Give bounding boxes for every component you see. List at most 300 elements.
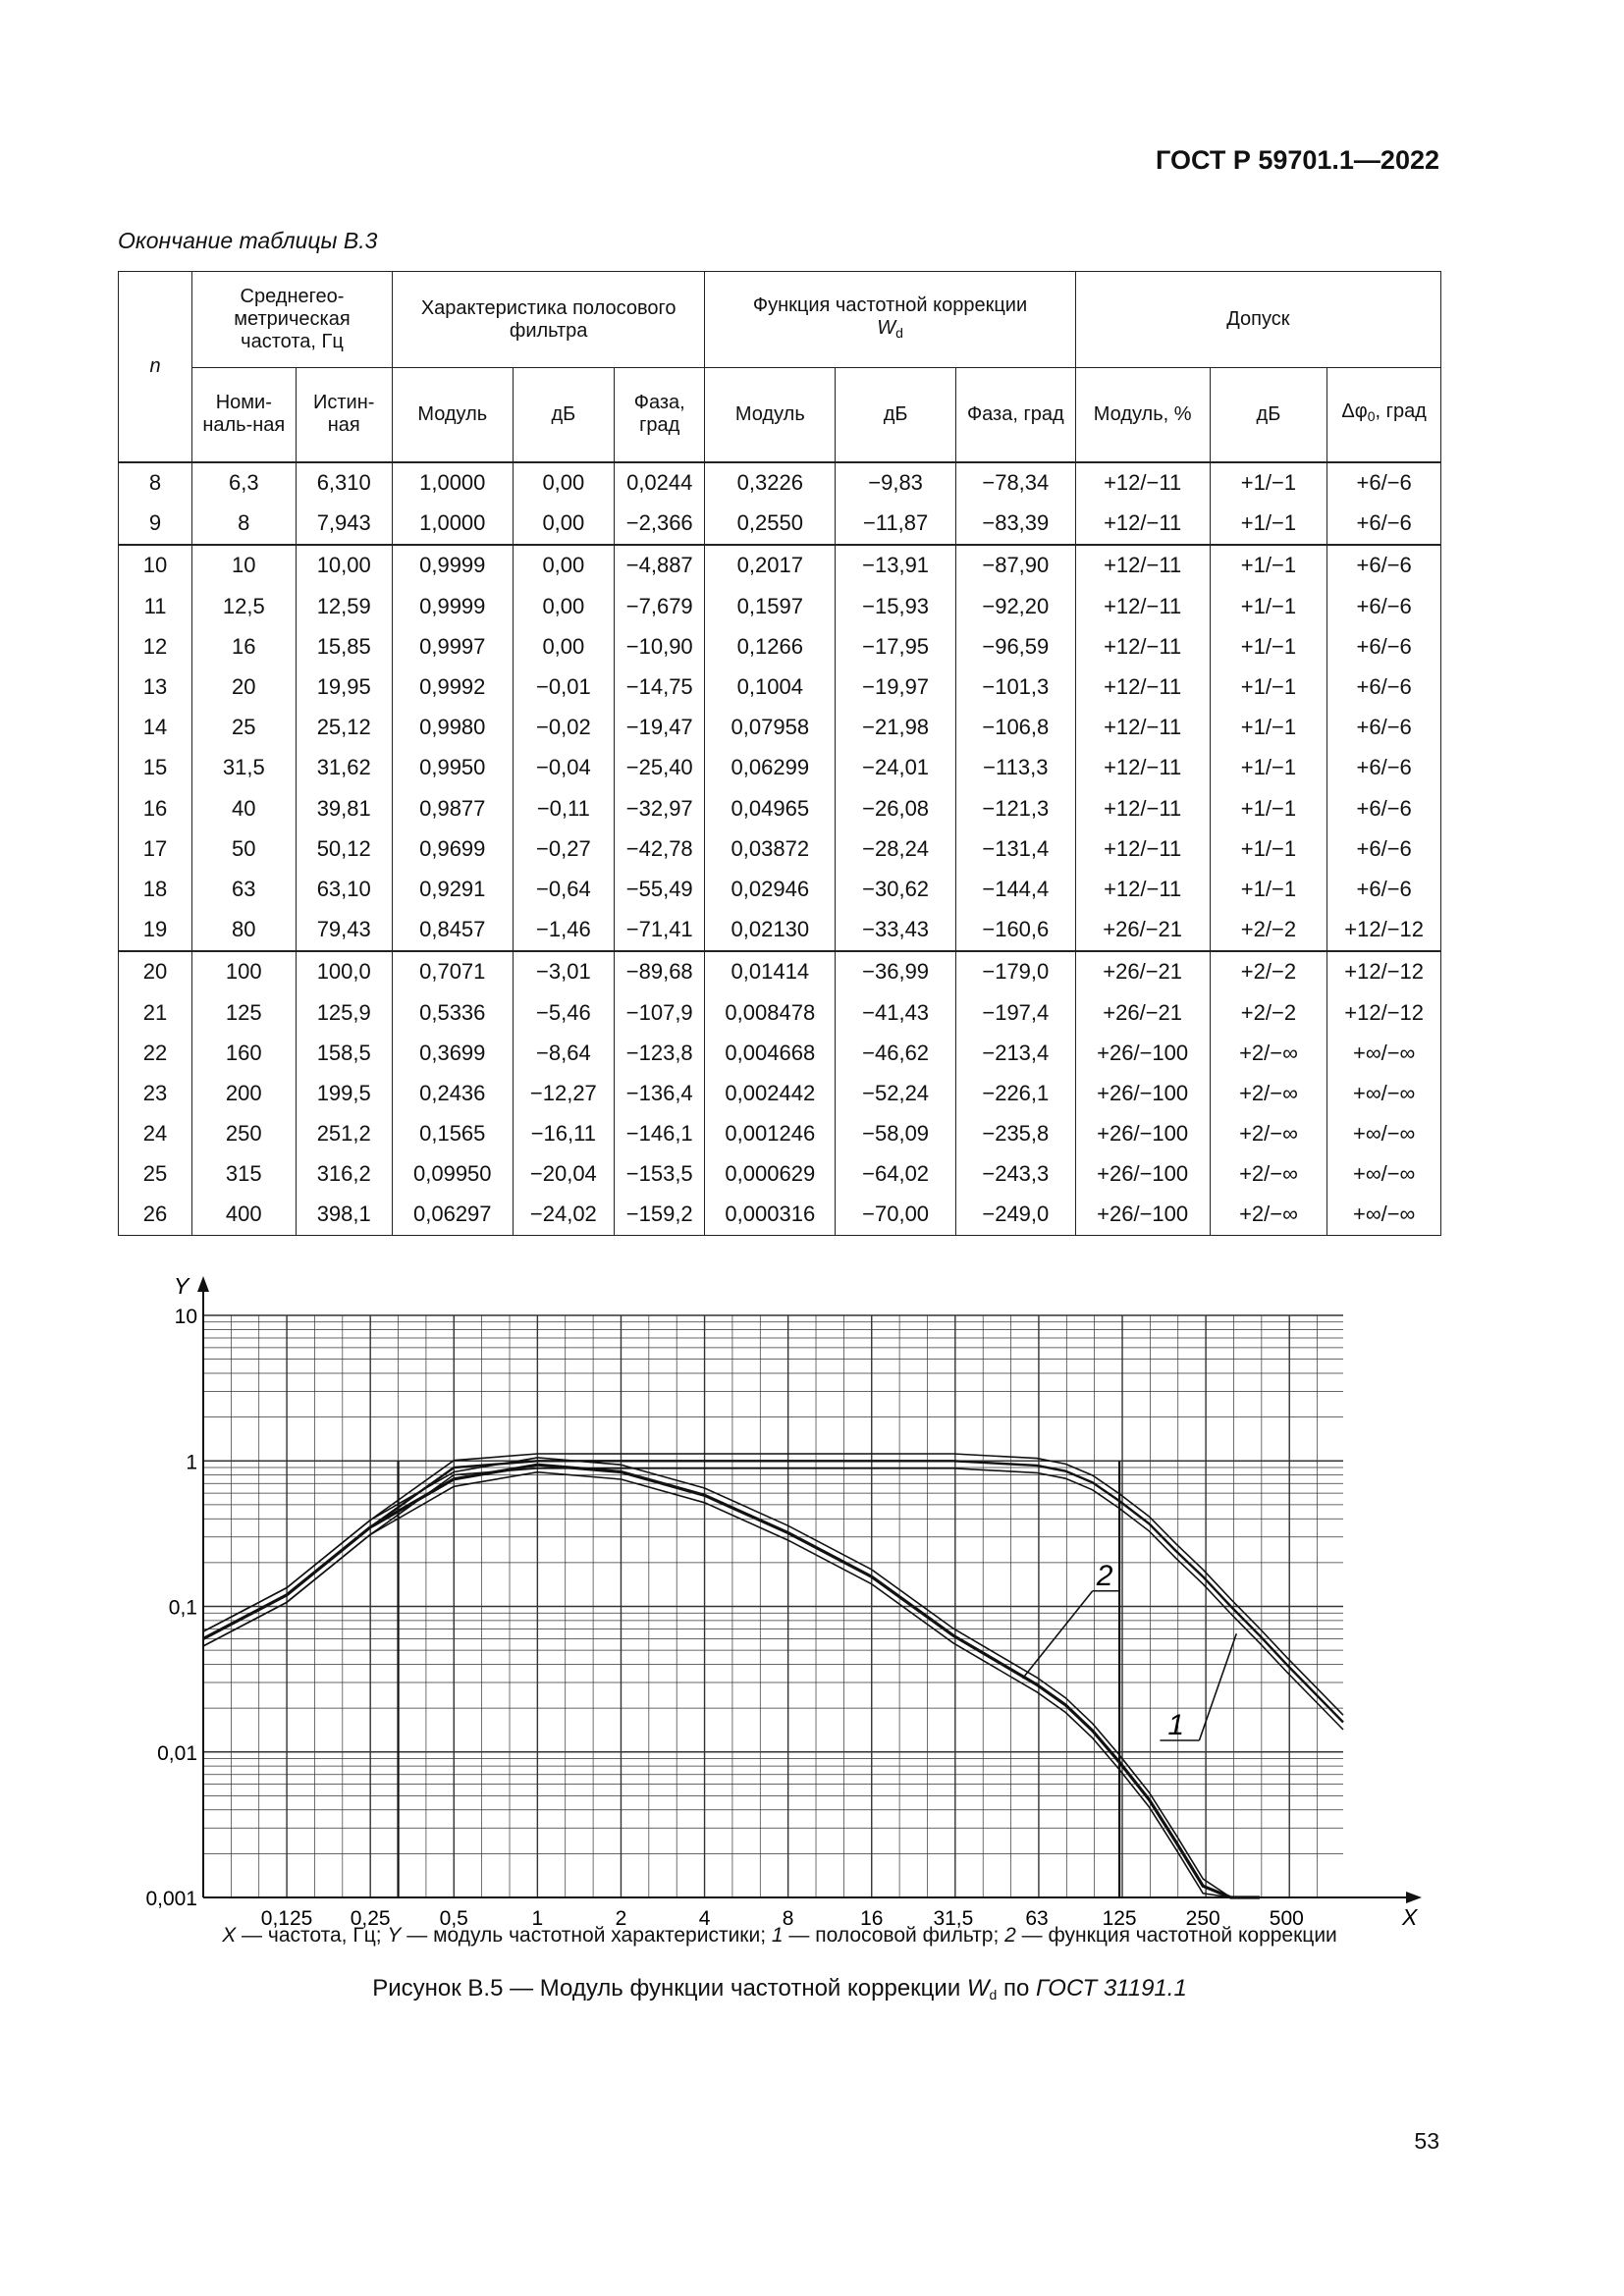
table-cell: 31,5 [192, 748, 296, 788]
header-bp-db: дБ [513, 368, 614, 462]
table-cell: −213,4 [955, 1033, 1075, 1073]
table-cell: +12/−11 [1075, 828, 1210, 869]
table-row [119, 586, 1441, 626]
table-cell: 0,2436 [392, 1073, 513, 1113]
table-cell: 0,00 [513, 545, 614, 586]
legend-y: Y [387, 1924, 402, 1947]
table-cell: −160,6 [955, 910, 1075, 951]
table-cell: 20 [192, 667, 296, 707]
table-cell: +2/−∞ [1210, 1154, 1327, 1195]
table-cell: 0,9992 [392, 667, 513, 707]
table-cell: 398,1 [296, 1195, 392, 1236]
table-cell: +26/−100 [1075, 1073, 1210, 1113]
table-cell: 250 [192, 1114, 296, 1154]
table-cell: 0,02130 [705, 910, 836, 951]
table-cell: +26/−100 [1075, 1195, 1210, 1236]
x-tick-label: 0,125 [260, 1907, 313, 1930]
table-cell: 15 [119, 748, 192, 788]
table-cell: −92,20 [955, 586, 1075, 626]
series-1-line [203, 1461, 1343, 1722]
table-row [119, 504, 1441, 545]
table-cell: −89,68 [615, 951, 705, 992]
table-row [119, 1114, 1441, 1154]
table-cell: 12,5 [192, 586, 296, 626]
table-cell: −96,59 [955, 626, 1075, 667]
table-cell: +6/−6 [1327, 667, 1441, 707]
series-1 [203, 1454, 1343, 1730]
x-tick-label: 2 [615, 1907, 627, 1930]
header-bandpass: Характеристика полосового фильтра [392, 272, 704, 368]
table-cell: +∞/−∞ [1327, 1154, 1441, 1195]
table-cell: +1/−1 [1210, 462, 1327, 504]
table-cell: 160 [192, 1033, 296, 1073]
figure-caption-subscript: d [989, 1987, 998, 2002]
table-cell: +26/−21 [1075, 951, 1210, 992]
table-cell: −0,64 [513, 869, 614, 909]
table-cell: +1/−1 [1210, 626, 1327, 667]
table-cell: −0,01 [513, 667, 614, 707]
x-axis-label: X [1402, 1904, 1418, 1930]
table-cell: −4,887 [615, 545, 705, 586]
table-cell: −235,8 [955, 1114, 1075, 1154]
header-frequency: Среднегео-метрическая частота, Гц [192, 272, 393, 368]
table-cell: −9,83 [836, 462, 956, 504]
table-cell: 0,002442 [705, 1073, 836, 1113]
page-number: 53 [1414, 2128, 1439, 2154]
table-cell: −249,0 [955, 1195, 1075, 1236]
table-cell: 0,1004 [705, 667, 836, 707]
callout-2-label: 2 [1096, 1559, 1113, 1592]
table-cell: 19,95 [296, 667, 392, 707]
x-tick-label: 0,5 [439, 1907, 468, 1930]
table-cell: +26/−100 [1075, 1154, 1210, 1195]
table-cell: 18 [119, 869, 192, 909]
table-cell: 0,3699 [392, 1033, 513, 1073]
table-cell: −101,3 [955, 667, 1075, 707]
callout-2-leader [1023, 1591, 1093, 1679]
table-cell: −131,4 [955, 828, 1075, 869]
table-cell: 25,12 [296, 708, 392, 748]
table-cell: +6/−6 [1327, 626, 1441, 667]
table-cell: 15,85 [296, 626, 392, 667]
table-cell: −20,04 [513, 1154, 614, 1195]
table-cell: 0,09950 [392, 1154, 513, 1195]
table-cell: −0,04 [513, 748, 614, 788]
table-cell: −107,9 [615, 992, 705, 1033]
table-cell: +2/−2 [1210, 992, 1327, 1033]
table-cell: 23 [119, 1073, 192, 1113]
table-cell: +12/−12 [1327, 910, 1441, 951]
table-cell: +6/−6 [1327, 748, 1441, 788]
table-cell: −8,64 [513, 1033, 614, 1073]
table-row [119, 1033, 1441, 1073]
legend-y-text: — модуль частотной характеристики; [401, 1924, 772, 1947]
table-cell: −13,91 [836, 545, 956, 586]
table-cell: −26,08 [836, 788, 956, 828]
x-tick-label: 16 [860, 1907, 884, 1930]
table-cell: 14 [119, 708, 192, 748]
table-cell: 0,5336 [392, 992, 513, 1033]
table-row [119, 951, 1441, 992]
table-cell: −33,43 [836, 910, 956, 951]
table-cell: +2/−2 [1210, 951, 1327, 992]
table-cell: +12/−12 [1327, 951, 1441, 992]
table-cell: −153,5 [615, 1154, 705, 1195]
table-cell: 0,01414 [705, 951, 836, 992]
table-cell: −24,02 [513, 1195, 614, 1236]
table-cell: 10 [192, 545, 296, 586]
table-cell: −30,62 [836, 869, 956, 909]
table-cell: +1/−1 [1210, 869, 1327, 909]
header-bp-modulus: Модуль [392, 368, 513, 462]
table-cell: −14,75 [615, 667, 705, 707]
table-cell: 22 [119, 1033, 192, 1073]
table-cell: 0,1565 [392, 1114, 513, 1154]
table-cell: +2/−∞ [1210, 1195, 1327, 1236]
legend-x: X [222, 1924, 237, 1947]
table-cell: +6/−6 [1327, 869, 1441, 909]
header-wd-modulus: Модуль [705, 368, 836, 462]
table-cell: −197,4 [955, 992, 1075, 1033]
table-cell: 1,0000 [392, 462, 513, 504]
table-cell: −0,02 [513, 708, 614, 748]
table-row [119, 667, 1441, 707]
table-cell: −243,3 [955, 1154, 1075, 1195]
legend-2-text: — функция частотной коррекции [1015, 1924, 1337, 1947]
chart-grid [203, 1315, 1343, 1897]
table-cell: −106,8 [955, 708, 1075, 748]
table-cell: 0,3226 [705, 462, 836, 504]
table-cell: −144,4 [955, 869, 1075, 909]
table-cell: 0,0244 [615, 462, 705, 504]
table-row [119, 992, 1441, 1033]
table-cell: 0,00 [513, 504, 614, 545]
x-tick-label: 0,25 [350, 1907, 391, 1930]
table-cell: +2/−∞ [1210, 1033, 1327, 1073]
table-row [119, 1195, 1441, 1236]
table-cell: −2,366 [615, 504, 705, 545]
figure-caption-symbol: W [966, 1975, 990, 2002]
header-wd-db: дБ [836, 368, 956, 462]
table-cell: 6,3 [192, 462, 296, 504]
callout-1-label: 1 [1167, 1709, 1185, 1742]
table-cell: −10,90 [615, 626, 705, 667]
table-cell: −78,34 [955, 462, 1075, 504]
table-cell: +12/−11 [1075, 788, 1210, 828]
header-tol-db: дБ [1210, 368, 1327, 462]
series-2 [203, 1458, 1260, 1897]
series-2-line [203, 1465, 1260, 1897]
header-tolerance: Допуск [1075, 272, 1440, 368]
table-row [119, 708, 1441, 748]
table-row [119, 869, 1441, 909]
x-tick-label: 250 [1185, 1907, 1220, 1930]
table-cell: +1/−1 [1210, 708, 1327, 748]
table-cell: 0,07958 [705, 708, 836, 748]
table-cell: +26/−100 [1075, 1033, 1210, 1073]
table-cell: 0,9291 [392, 869, 513, 909]
table-cell: +6/−6 [1327, 545, 1441, 586]
y-tick-label: 0,001 [145, 1888, 197, 1910]
table-cell: 25 [119, 1154, 192, 1195]
figure-legend [118, 1924, 1441, 1948]
table-cell: 0,03872 [705, 828, 836, 869]
table-cell: −21,98 [836, 708, 956, 748]
figure-caption [118, 1975, 1441, 2002]
table-cell: 79,43 [296, 910, 392, 951]
table-cell: +26/−100 [1075, 1114, 1210, 1154]
table-cell: +12/−11 [1075, 667, 1210, 707]
table-cell: +1/−1 [1210, 748, 1327, 788]
figure-caption-ref: ГОСТ 31191.1 [1036, 1975, 1187, 2002]
table-cell: 10 [119, 545, 192, 586]
table-cell: 17 [119, 828, 192, 869]
table-cell: +12/−11 [1075, 504, 1210, 545]
table-cell: −123,8 [615, 1033, 705, 1073]
table-body [119, 462, 1441, 1236]
table-cell: 31,62 [296, 748, 392, 788]
header-tol-modulus: Модуль, % [1075, 368, 1210, 462]
table-cell: 50,12 [296, 828, 392, 869]
table-cell: 158,5 [296, 1033, 392, 1073]
table-cell: +1/−1 [1210, 504, 1327, 545]
table-cell: −52,24 [836, 1073, 956, 1113]
chart-axes [197, 1276, 1422, 1903]
table-cell: 6,310 [296, 462, 392, 504]
table-cell: −7,679 [615, 586, 705, 626]
table-cell: 0,9980 [392, 708, 513, 748]
callout-1-leader [1199, 1633, 1236, 1740]
table-cell: 0,1266 [705, 626, 836, 667]
table-cell: 16 [119, 788, 192, 828]
table-cell: 100,0 [296, 951, 392, 992]
table-cell: 251,2 [296, 1114, 392, 1154]
legend-1-text: — полосовой фильтр; [783, 1924, 1005, 1947]
x-tick-label: 500 [1269, 1907, 1304, 1930]
table-cell: 0,7071 [392, 951, 513, 992]
frequency-response-chart [0, 1266, 1624, 1930]
table-cell: 316,2 [296, 1154, 392, 1195]
table-cell: 16 [192, 626, 296, 667]
table-cell: 0,06297 [392, 1195, 513, 1236]
table-cell: 0,001246 [705, 1114, 836, 1154]
table-cell: −0,27 [513, 828, 614, 869]
table-cell: +12/−11 [1075, 748, 1210, 788]
y-axis-arrow [197, 1276, 209, 1292]
x-tick-label: 8 [782, 1907, 794, 1930]
table-cell: −58,09 [836, 1114, 956, 1154]
table-cell: −41,43 [836, 992, 956, 1033]
table-cell: +26/−21 [1075, 992, 1210, 1033]
table-cell: 400 [192, 1195, 296, 1236]
table-cell: −46,62 [836, 1033, 956, 1073]
table-cell: +12/−12 [1327, 992, 1441, 1033]
table-cell: 125 [192, 992, 296, 1033]
table-cell: 0,9997 [392, 626, 513, 667]
table-row [119, 748, 1441, 788]
table-cell: 0,000629 [705, 1154, 836, 1195]
table-cell: −55,49 [615, 869, 705, 909]
table-cell: 0,00 [513, 626, 614, 667]
table-cell: −32,97 [615, 788, 705, 828]
table-cell: +6/−6 [1327, 828, 1441, 869]
table-cell: +6/−6 [1327, 788, 1441, 828]
table-cell: +∞/−∞ [1327, 1073, 1441, 1113]
table-cell: 100 [192, 951, 296, 992]
table-cell: −15,93 [836, 586, 956, 626]
table-cell: 9 [119, 504, 192, 545]
table-row [119, 910, 1441, 951]
x-tick-label: 4 [698, 1907, 711, 1930]
table-cell: −0,11 [513, 788, 614, 828]
table-cell: +∞/−∞ [1327, 1195, 1441, 1236]
x-tick-label: 1 [531, 1907, 544, 1930]
table-cell: 0,04965 [705, 788, 836, 828]
table-cell: 0,9950 [392, 748, 513, 788]
table-cell: 0,06299 [705, 748, 836, 788]
figure-caption-prefix: Рисунок В.5 — Модуль функции частотной коррекции [372, 1975, 967, 2002]
table-cell: +1/−1 [1210, 828, 1327, 869]
table-cell: 12 [119, 626, 192, 667]
table-cell: −24,01 [836, 748, 956, 788]
header-true: Истин-ная [296, 368, 392, 462]
header-nominal: Номи-наль-ная [192, 368, 296, 462]
table-row [119, 545, 1441, 586]
table-cell: +6/−6 [1327, 586, 1441, 626]
table-row [119, 626, 1441, 667]
table-cell: 0,2550 [705, 504, 836, 545]
table-cell: −136,4 [615, 1073, 705, 1113]
header-bp-phase: Фаза, град [615, 368, 705, 462]
table-cell: 63 [192, 869, 296, 909]
table-cell: 0,9999 [392, 586, 513, 626]
table-cell: 8 [119, 462, 192, 504]
table-cell: +12/−11 [1075, 462, 1210, 504]
table-cell: 24 [119, 1114, 192, 1154]
header-wd-symbol: W [877, 317, 896, 339]
x-tick-label: 63 [1025, 1907, 1049, 1930]
table-cell: −11,87 [836, 504, 956, 545]
table-cell: 25 [192, 708, 296, 748]
table-cell: +1/−1 [1210, 667, 1327, 707]
x-tick-label: 125 [1102, 1907, 1137, 1930]
header-wd-label: Функция частотной коррекции [752, 294, 1028, 316]
table-cell: 10,00 [296, 545, 392, 586]
header-tol-phase [1327, 368, 1441, 462]
table-row [119, 1073, 1441, 1113]
table-cell: 50 [192, 828, 296, 869]
header-tol-phase-symbol: Δφ [1341, 400, 1368, 423]
table-cell: −36,99 [836, 951, 956, 992]
table-cell: 0,00 [513, 586, 614, 626]
table-cell: 11 [119, 586, 192, 626]
x-tick-label: 31,5 [933, 1907, 974, 1930]
table-cell: +1/−1 [1210, 545, 1327, 586]
table-cell: 0,00 [513, 462, 614, 504]
header-wd-phase: Фаза, град [955, 368, 1075, 462]
table-cell: 19 [119, 910, 192, 951]
table-cell: 0,9999 [392, 545, 513, 586]
y-tick-label: 10 [174, 1306, 197, 1328]
header-tol-phase-subscript: 0 [1367, 408, 1376, 425]
table-cell: 0,2017 [705, 545, 836, 586]
table-cell: 315 [192, 1154, 296, 1195]
table-cell: 63,10 [296, 869, 392, 909]
table-cell: +2/−∞ [1210, 1073, 1327, 1113]
table-cell: +1/−1 [1210, 788, 1327, 828]
table-caption: Окончание таблицы В.3 [118, 228, 378, 253]
y-axis-label: Y [174, 1273, 189, 1299]
table-cell: −70,00 [836, 1195, 956, 1236]
table-cell: −3,01 [513, 951, 614, 992]
table-cell: +12/−11 [1075, 626, 1210, 667]
table-cell: 199,5 [296, 1073, 392, 1113]
table-cell: 0,9699 [392, 828, 513, 869]
table-cell: −121,3 [955, 788, 1075, 828]
table-cell: −19,97 [836, 667, 956, 707]
header-wd-subscript: d [895, 325, 903, 341]
table-row [119, 1154, 1441, 1195]
x-axis-arrow [1406, 1892, 1422, 1903]
document-header: ГОСТ Р 59701.1—2022 [1156, 145, 1439, 175]
table-cell: −146,1 [615, 1114, 705, 1154]
table-cell: −87,90 [955, 545, 1075, 586]
table-cell: +6/−6 [1327, 504, 1441, 545]
table-cell: 40 [192, 788, 296, 828]
table-cell: 8 [192, 504, 296, 545]
table-cell: +6/−6 [1327, 462, 1441, 504]
table-cell: +∞/−∞ [1327, 1033, 1441, 1073]
table-row [119, 462, 1441, 504]
table-cell: +6/−6 [1327, 708, 1441, 748]
table-cell: 12,59 [296, 586, 392, 626]
y-tick-label: 0,1 [168, 1596, 197, 1620]
series-1-lower-tolerance [203, 1468, 1343, 1730]
table-cell: −1,46 [513, 910, 614, 951]
table-cell: −113,3 [955, 748, 1075, 788]
table-cell: 26 [119, 1195, 192, 1236]
table-cell: 80 [192, 910, 296, 951]
table-cell: −83,39 [955, 504, 1075, 545]
table-cell: −5,46 [513, 992, 614, 1033]
table-cell: −25,40 [615, 748, 705, 788]
header-n: n [119, 272, 192, 462]
table-cell: 0,9877 [392, 788, 513, 828]
table-cell: 1,0000 [392, 504, 513, 545]
table-cell: 20 [119, 951, 192, 992]
table-cell: +1/−1 [1210, 586, 1327, 626]
table-cell: +2/−2 [1210, 910, 1327, 951]
table-cell: +∞/−∞ [1327, 1114, 1441, 1154]
table-cell: −28,24 [836, 828, 956, 869]
data-table [118, 271, 1441, 1236]
legend-x-text: — частота, Гц; [236, 1924, 388, 1947]
table-cell: 0,8457 [392, 910, 513, 951]
header-tol-phase-unit: , град [1375, 400, 1427, 423]
legend-2: 2 [1004, 1924, 1016, 1947]
table-cell: −71,41 [615, 910, 705, 951]
figure-caption-mid: по [997, 1975, 1037, 2002]
table-cell: −16,11 [513, 1114, 614, 1154]
table-cell: 7,943 [296, 504, 392, 545]
table-cell: 0,1597 [705, 586, 836, 626]
table-cell: 21 [119, 992, 192, 1033]
table-cell: −19,47 [615, 708, 705, 748]
table-row [119, 788, 1441, 828]
series-2-upper-tolerance [203, 1458, 1260, 1897]
table-cell: 200 [192, 1073, 296, 1113]
table-cell: −179,0 [955, 951, 1075, 992]
